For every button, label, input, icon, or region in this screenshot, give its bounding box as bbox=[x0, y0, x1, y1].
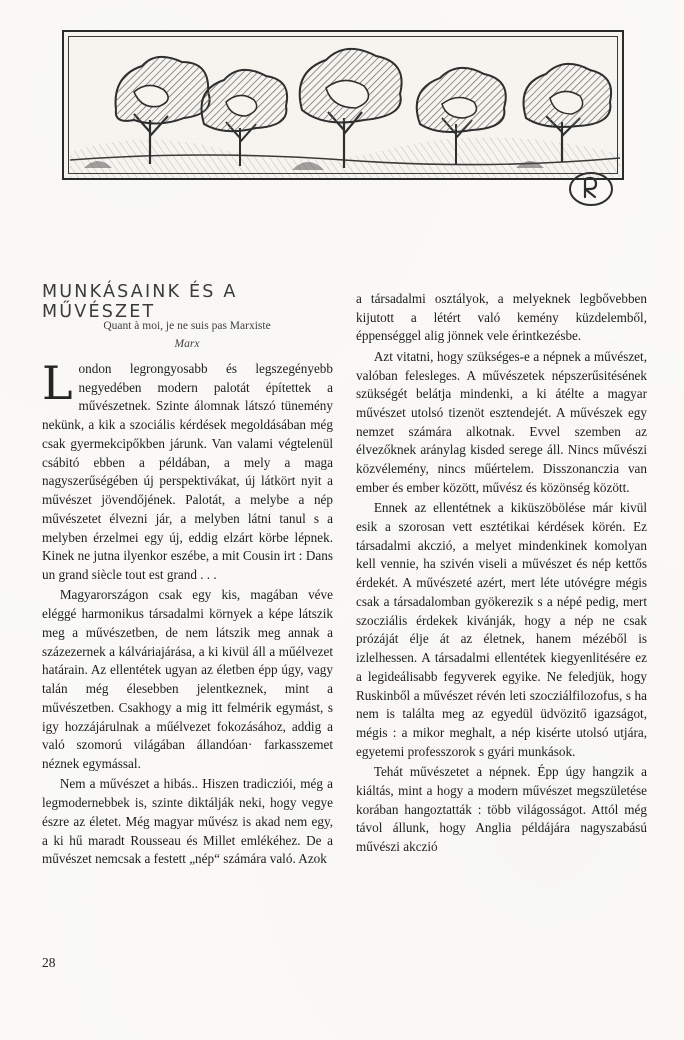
paragraph-text: ondon legrongyosabb és legszegényebb negyedében modern palotát építettek a művészetnek. Szinte álomnak látszó tünemény nekünk, a kik a szociális kérdések megoldásában még csak gyermekcipőkben járunk. Van valami végtelenül csábitó ebben a példában, a mely a maga nagyszerűségében új perspektivákat, új látkört nyit a művészet jövendőjének. Palotát, a melybe a nép művészetet élvezni jár, a melyben látni tanul s a melyben érzelmei egy új, eddig elzárt körbe lépnek. Kinek ne jutna ilyenkor eszébe, a mit Cousin irt : Dans un grand siècle tout est grand . . . bbox=[42, 361, 333, 583]
article-title: MUNKÁSAINK ÉS A MŰVÉSZET bbox=[42, 282, 238, 322]
body-column-left bbox=[42, 356, 333, 871]
paragraph bbox=[42, 356, 333, 585]
epigraph-line: Quant à moi, je ne suis pas Marxiste bbox=[103, 320, 271, 332]
paragraph: a társadalmi osztályok, a melyeknek legbővebben kijutott a létért való kemény küzdelemből, éppenséggel alig jönnek vele érintkezésbe. bbox=[356, 291, 647, 344]
body-column-right bbox=[356, 290, 647, 858]
page-number: 28 bbox=[42, 955, 56, 970]
drop-cap: L bbox=[42, 356, 73, 410]
headpiece-illustration bbox=[62, 30, 624, 180]
illustration-inner-border bbox=[68, 36, 618, 174]
paragraph: Azt vitatni, hogy szükséges-e a népnek a művészet, valóban felesleges. A művészetek népszerűsitésének szükségét belátja mindenki, a ki átélte a magyar művészet utolsó tizenöt esztendejét. A művészek egy nemzet számára alkotnak. Evvel szemben az élvezőknek aránylag kisded serege áll. Nincs művészi közvélemény, nincs műértelem. Disszonanczia van ember és ember között, művész és közönség között. bbox=[356, 348, 647, 495]
paragraph: Ennek az ellentétnek a kiküszöbölése már kivül esik a szorosan vett esztétikai kérdések körén. Ez társadalmi akczió, a melyet mindenkinek komolyan kell vennie, ha szivén viseli a művészet és nép kettős érdekét. A művészeté azért, mert léte utóvégre mégis csak a társadalomban gyökerezik s a népé pedig, mert szocziális érdekek kivánják, hogy a nép ne csak prózáját élje át az életnek, hanem mézéből is izlelhessen. A társadalmi ellentétek kiegyenlitésére ez a legideálisabb fegyverek egyike. Ne feledjük, hogy Ruskinből a művészet révén leti szocziálfilozofus, s ha nem is találta meg az egyedül üdvözitő igazságot, mégis : a mikor meghalt, a nép kisérte utolsó utjára, egyetemi professzorok s gyári munkások. bbox=[356, 500, 647, 759]
article-epigraph bbox=[42, 318, 332, 352]
paragraph: Magyarországon csak egy kis, magában véve eléggé harmonikus társadalmi környek a képe látszik meg a művészetben, de nem látszik meg annak a százezernek a kálváriajárása, a ki kivül áll a műélvezet határain. Az ellentétek ugyan az életben épp úgy, vagy talán még élesebben jelentkeznek, mint a művészetben. Csakhogy a mig itt felmérik egymást, s igy hozzájárulnak a műélvezet fokozásához, addig a való szomorú világában állandóan· farkasszemet néznek egymással. bbox=[42, 587, 333, 771]
paragraph: Tehát művészetet a népnek. Épp úgy hangzik a kiáltás, mint a hogy a modern művészet megszületése korában hangoztatták : több világosságot. Attól még távol állunk, hogy Anglia példájára nagyszabású művészi akczió bbox=[356, 764, 647, 855]
illustration-frame bbox=[62, 30, 624, 180]
artist-monogram-icon bbox=[568, 170, 614, 208]
epigraph-attribution: Marx bbox=[174, 337, 200, 350]
paragraph: Nem a művészet a hibás.. Hiszen tradicziói, még a legmodernebbek is, szinte diktálják neki, hogy vegye észre az életet. Még magyar művész is akad nem egy, a ki hű maradt Rousseau és Millet emlékéhez. De a művészet nemcsak a festett „nép“ számára való. Azok bbox=[42, 776, 333, 867]
